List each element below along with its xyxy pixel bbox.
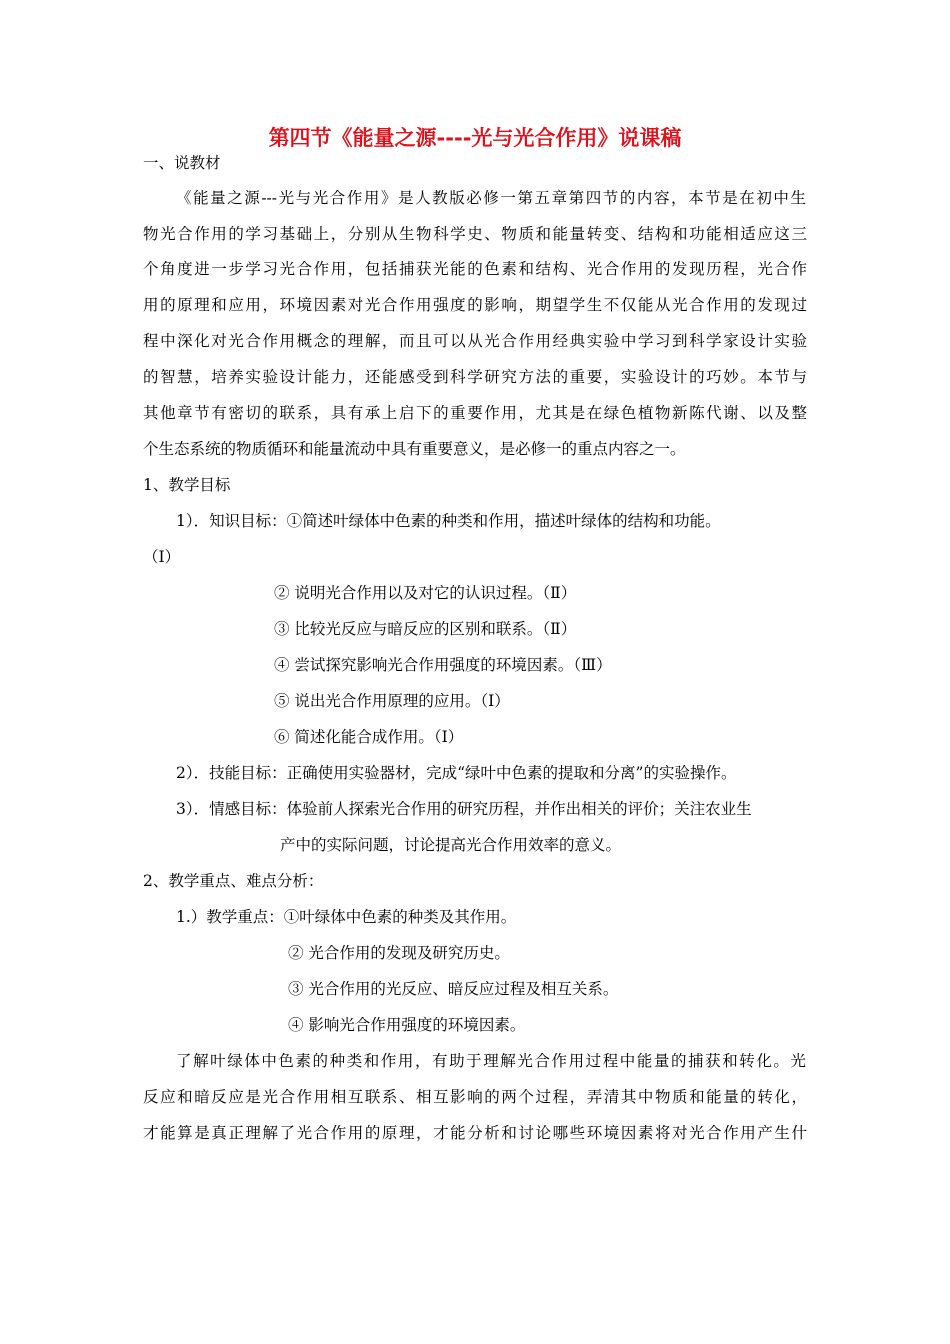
- paragraph-line: 个生态系统的物质循环和能量流动中具有重要意义，是必修一的重点内容之一。: [143, 440, 686, 458]
- section-heading: 一、说教材: [143, 154, 221, 172]
- paragraph-line: 《能量之源---光与光合作用》是人教版必修一第五章第四节的内容，本节是在初中生: [176, 189, 806, 207]
- goal-line: 1）．知识目标：①简述叶绿体中色素的种类和作用，描述叶绿体的结构和功能。: [176, 512, 721, 530]
- key-point-item: ② 光合作用的发现及研究历史。: [288, 944, 510, 962]
- goal-line: 2）．技能目标：正确使用实验器材，完成“绿叶中色素的提取和分离”的实验操作。: [176, 764, 737, 782]
- paragraph-line: 的智慧，培养实验设计能力，还能感受到科学研究方法的重要，实验设计的巧妙。本节与: [143, 368, 807, 386]
- paragraph-line: 才能算是真正理解了光合作用的原理，才能分析和讨论哪些环境因素将对光合作用产生什: [143, 1124, 807, 1142]
- key-point-item: ④ 影响光合作用强度的环境因素。: [288, 1016, 526, 1034]
- paragraph-line: 反应和暗反应是光合作用相互联系、相互影响的两个过程，弄清其中物质和能量的转化，: [143, 1088, 807, 1106]
- goal-item: ② 说明光合作用以及对它的认识过程。（Ⅱ）: [274, 584, 577, 602]
- paragraph-line: 程中深化对光合作用概念的理解，而且可以从光合作用经典实验中学习到科学家设计实验: [143, 332, 807, 350]
- section-heading: 2、教学重点、难点分析：: [143, 872, 324, 890]
- goal-item: ⑥ 简述化能合成作用。（Ⅰ）: [274, 728, 464, 746]
- paragraph-line: 了解叶绿体中色素的种类和作用，有助于理解光合作用过程中能量的捕获和转化。光: [176, 1052, 806, 1070]
- paragraph-line: 物光合作用的学习基础上，分别从生物科学史、物质和能量转变、结构和功能相适应这三: [143, 225, 807, 243]
- section-heading: 1、教学目标: [143, 476, 231, 494]
- paragraph-line: 个角度进一步学习光合作用，包括捕获光能的色素和结构、光合作用的发现历程，光合作: [143, 260, 807, 278]
- goal-item: ⑤ 说出光合作用原理的应用。（Ⅰ）: [274, 692, 510, 710]
- goal-line: 3）．情感目标：体验前人探索光合作用的研究历程，并作出相关的评价；关注农业生: [176, 800, 752, 818]
- goal-item: ④ 尝试探究影响光合作用强度的环境因素。（Ⅲ）: [274, 656, 612, 674]
- goal-line: （Ⅰ）: [143, 548, 181, 566]
- goal-line: 产中的实际问题，讨论提高光合作用效率的意义。: [280, 836, 622, 854]
- key-point-line: 1.）教学重点：①叶绿体中色素的种类及其作用。: [176, 908, 517, 926]
- goal-item: ③ 比较光反应与暗反应的区别和联系。（Ⅱ）: [274, 620, 577, 638]
- paragraph-line: 用的原理和应用，环境因素对光合作用强度的影响，期望学生不仅能从光合作用的发现过: [143, 296, 807, 314]
- document-title: 第四节《能量之源----光与光合作用》说课稿: [268, 126, 682, 150]
- key-point-item: ③ 光合作用的光反应、暗反应过程及相互关系。: [288, 980, 619, 998]
- paragraph-line: 其他章节有密切的联系，具有承上启下的重要作用，尤其是在绿色植物新陈代谢、以及整: [143, 404, 807, 422]
